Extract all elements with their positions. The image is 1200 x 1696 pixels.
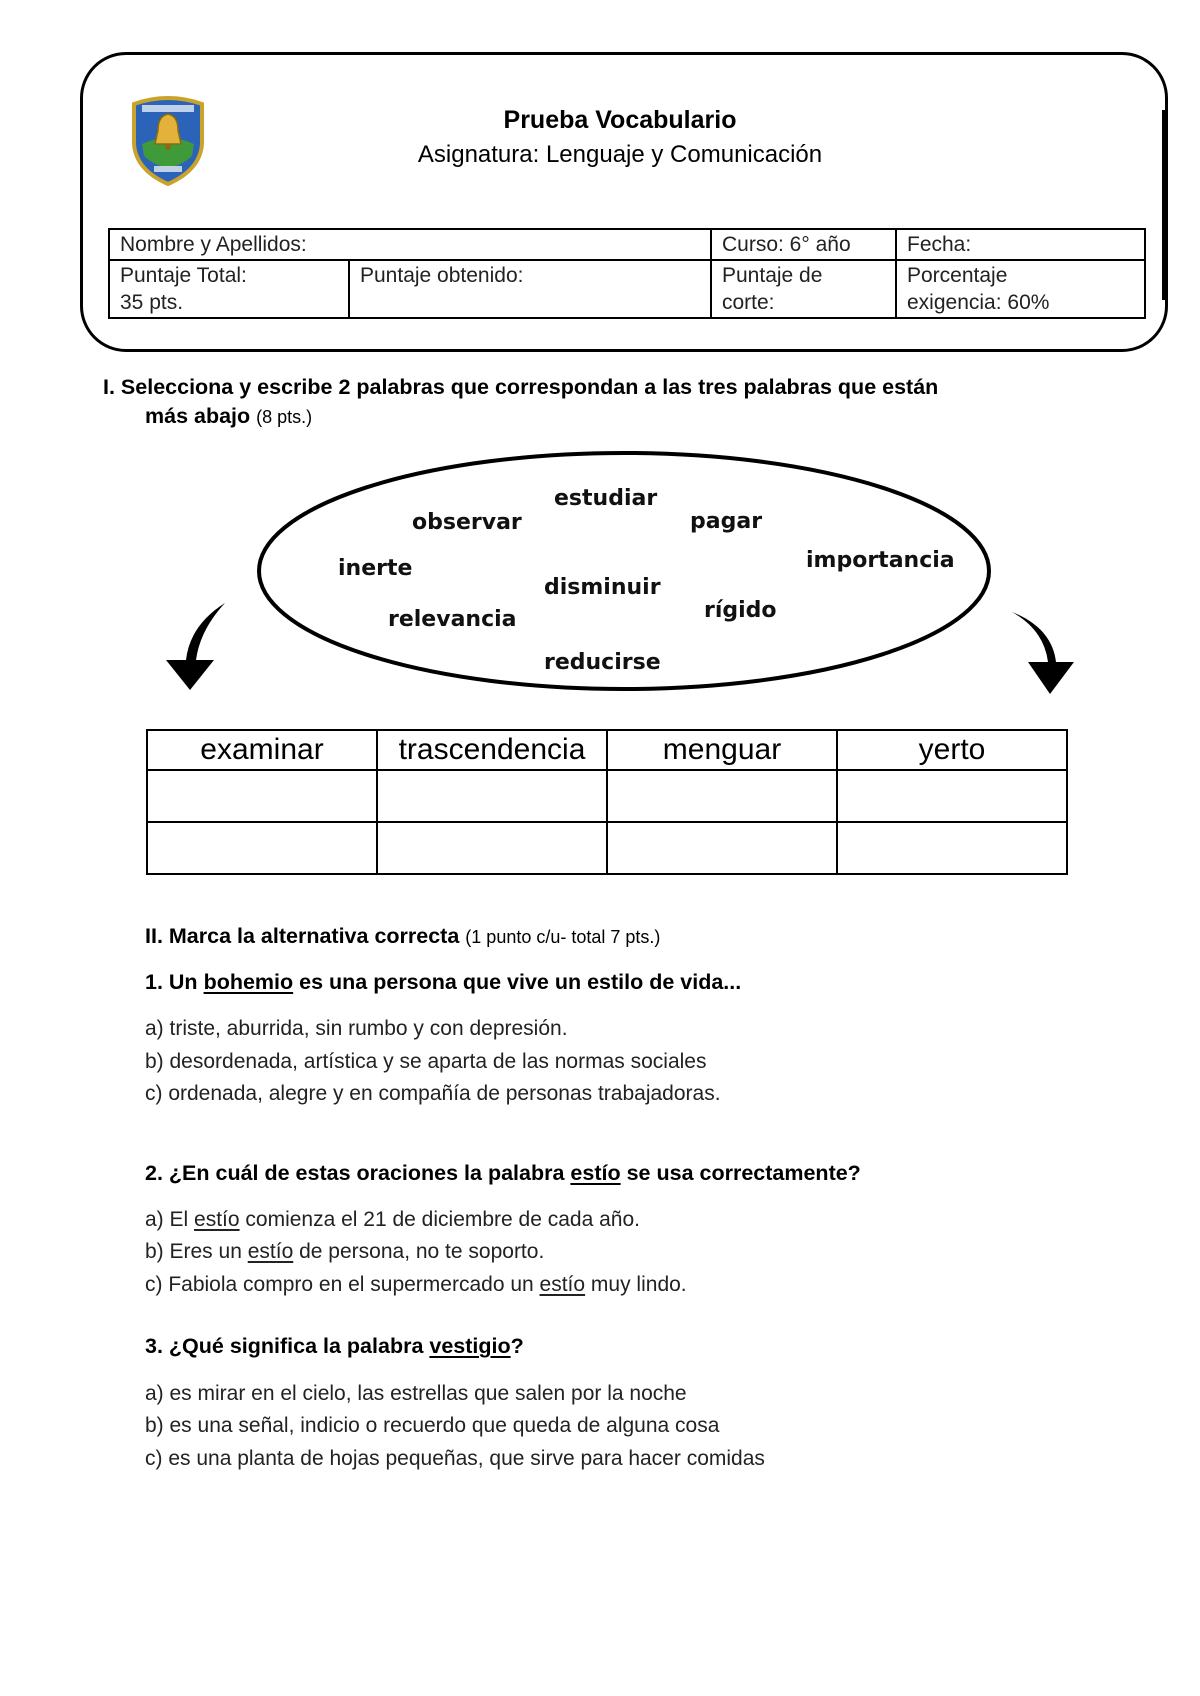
word-bank <box>254 452 994 702</box>
date-field[interactable]: Fecha: <box>896 229 1145 260</box>
matching-table <box>146 729 1068 875</box>
answer-cell[interactable] <box>147 822 377 874</box>
cut-score-field[interactable]: Puntaje de corte: <box>711 260 896 318</box>
right-arrow-icon <box>1012 612 1074 694</box>
word-bank-item: observar <box>412 510 522 535</box>
required-percentage-cell: Porcentaje exigencia: 60% <box>896 260 1145 318</box>
word-bank-item: importancia <box>806 548 955 573</box>
question-1: 1. Un bohemio es una persona que vive un estilo de vida... <box>145 970 742 994</box>
q3-option-a[interactable]: a) es mirar en el cielo, las estrellas que salen por la noche <box>145 1382 687 1405</box>
answer-cell[interactable] <box>377 822 607 874</box>
word-bank-item: reducirse <box>544 650 661 675</box>
word-bank-item: inerte <box>338 556 413 581</box>
word-bank-item: disminuir <box>544 575 661 600</box>
q2-option-c[interactable]: c) Fabiola compro en el supermercado un estío muy lindo. <box>145 1273 687 1296</box>
word-bank-item: estudiar <box>554 486 658 511</box>
answer-cell[interactable] <box>607 770 837 822</box>
word-bank-item: relevancia <box>388 607 517 632</box>
total-score-cell: Puntaje Total: 35 pts. <box>109 260 349 318</box>
left-arrow-icon <box>166 603 225 690</box>
question-3: 3. ¿Qué significa la palabra vestigio? <box>145 1334 524 1358</box>
q1-option-a[interactable]: a) triste, aburrida, sin rumbo y con depresión. <box>145 1017 568 1040</box>
answer-cell[interactable] <box>837 822 1067 874</box>
answer-cell[interactable] <box>607 822 837 874</box>
word-bank-item: pagar <box>690 509 763 534</box>
answer-cell[interactable] <box>147 770 377 822</box>
name-field[interactable]: Nombre y Apellidos: <box>109 229 711 260</box>
answer-cell[interactable] <box>837 770 1067 822</box>
section1-instruction-cont: más abajo (8 pts.) <box>145 404 313 428</box>
section2-instruction: II. Marca la alternativa correcta (1 punto c/u- total 7 pts.) <box>145 924 661 948</box>
q3-option-c[interactable]: c) es una planta de hojas pequeñas, que sirve para hacer comidas <box>145 1447 765 1470</box>
q3-option-b[interactable]: b) es una señal, indicio o recuerdo que queda de alguna cosa <box>145 1414 720 1437</box>
course-field: Curso: 6° año <box>711 229 896 260</box>
matching-header: menguar <box>607 730 837 770</box>
q1-option-c[interactable]: c) ordenada, alegre y en compañía de personas trabajadoras. <box>145 1082 721 1105</box>
answer-cell[interactable] <box>377 770 607 822</box>
q2-option-a[interactable]: a) El estío comienza el 21 de diciembre de cada año. <box>145 1208 640 1231</box>
matching-header: yerto <box>837 730 1067 770</box>
document-subtitle: Asignatura: Lenguaje y Comunicación <box>417 141 823 168</box>
matching-header: examinar <box>147 730 377 770</box>
matching-header: trascendencia <box>377 730 607 770</box>
obtained-score-field[interactable]: Puntaje obtenido: <box>349 260 711 318</box>
section1-instruction: I. Selecciona y escribe 2 palabras que correspondan a las tres palabras que están <box>103 375 939 399</box>
q2-option-b[interactable]: b) Eres un estío de persona, no te soporto. <box>145 1240 545 1263</box>
word-bank-item: rígido <box>704 598 777 623</box>
document-title: Prueba Vocabulario <box>503 106 737 134</box>
question-2: 2. ¿En cuál de estas oraciones la palabra estío se usa correctamente? <box>145 1161 861 1185</box>
q1-option-b[interactable]: b) desordenada, artística y se aparta de las normas sociales <box>145 1050 707 1073</box>
